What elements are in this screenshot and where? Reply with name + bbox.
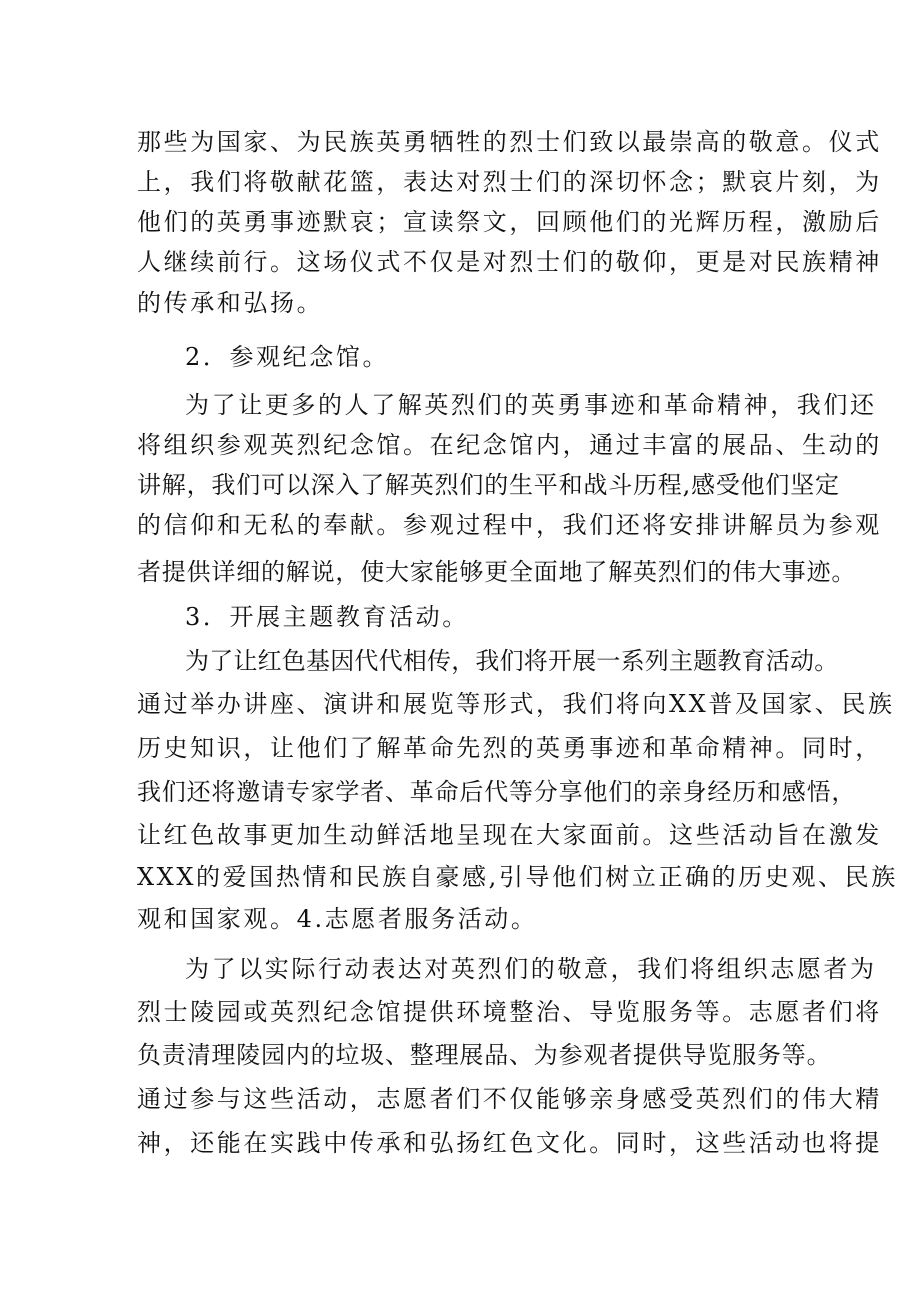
text-line: 历史知识，让他们了解革命先烈的英勇事迹和革命精神。同时，	[137, 734, 882, 762]
paragraph-first-line: 为了以实际行动表达对英烈们的敬意，我们将组织志愿者为	[185, 955, 877, 983]
text-line: 人继续前行。这场仪式不仅是对烈士们的敬仰，更是对民族精神	[137, 248, 882, 276]
text-line: 神，还能在实践中传承和弘扬红色文化。同时，这些活动也将提	[137, 1129, 882, 1157]
text-line: 负责清理陵园内的垃圾、整理展品、为参观者提供导览服务等。	[137, 1041, 832, 1069]
text-line: XXX的爱国热情和民族自豪感,引导他们树立正确的历史观、民族	[137, 863, 898, 891]
text-line: 观和国家观。4.志愿者服务活动。	[137, 905, 538, 933]
paragraph-first-line: 为了让更多的人了解英烈们的英勇事迹和革命精神，我们还	[185, 391, 877, 419]
text-line: 的信仰和无私的奉献。参观过程中，我们还将安排讲解员为参观	[137, 511, 882, 539]
text-line: 通过参与这些活动，志愿者们不仅能够亲身感受英烈们的伟大精	[137, 1085, 882, 1113]
text-line: 的传承和弘扬。	[137, 289, 324, 317]
section-heading-2: 2．参观纪念馆。	[185, 343, 390, 371]
text-line: 将组织参观英烈纪念馆。在纪念馆内，通过丰富的展品、生动的	[137, 431, 882, 459]
text-line: 通过举办讲座、演讲和展览等形式，我们将向XX普及国家、民族	[137, 690, 895, 718]
paragraph-first-line: 为了让红色基因代代相传，我们将开展一系列主题教育活动。	[185, 647, 839, 675]
text-line: 上，我们将敬献花篮，表达对烈士们的深切怀念；默哀片刻，为	[137, 168, 882, 196]
text-line: 烈士陵园或英烈纪念馆提供环境整治、导览服务等。志愿者们将	[137, 998, 882, 1026]
text-line: 那些为国家、为民族英勇牺牲的烈士们致以最崇高的敬意。仪式	[137, 128, 882, 156]
text-line: 让红色故事更加生动鲜活地呈现在大家面前。这些活动旨在激发	[137, 821, 882, 849]
text-line: 者提供详细的解说，使大家能够更全面地了解英烈们的伟大事迹。	[137, 558, 857, 586]
text-line: 我们还将邀请专家学者、革命后代等分享他们的亲身经历和感悟，	[137, 778, 857, 806]
text-line: 讲解，我们可以深入了解英烈们的生平和战斗历程,感受他们坚定	[137, 471, 840, 499]
text-line: 他们的英勇事迹默哀；宣读祭文，回顾他们的光辉历程，激励后	[137, 208, 882, 236]
section-heading-3: 3．开展主题教育活动。	[185, 603, 469, 631]
